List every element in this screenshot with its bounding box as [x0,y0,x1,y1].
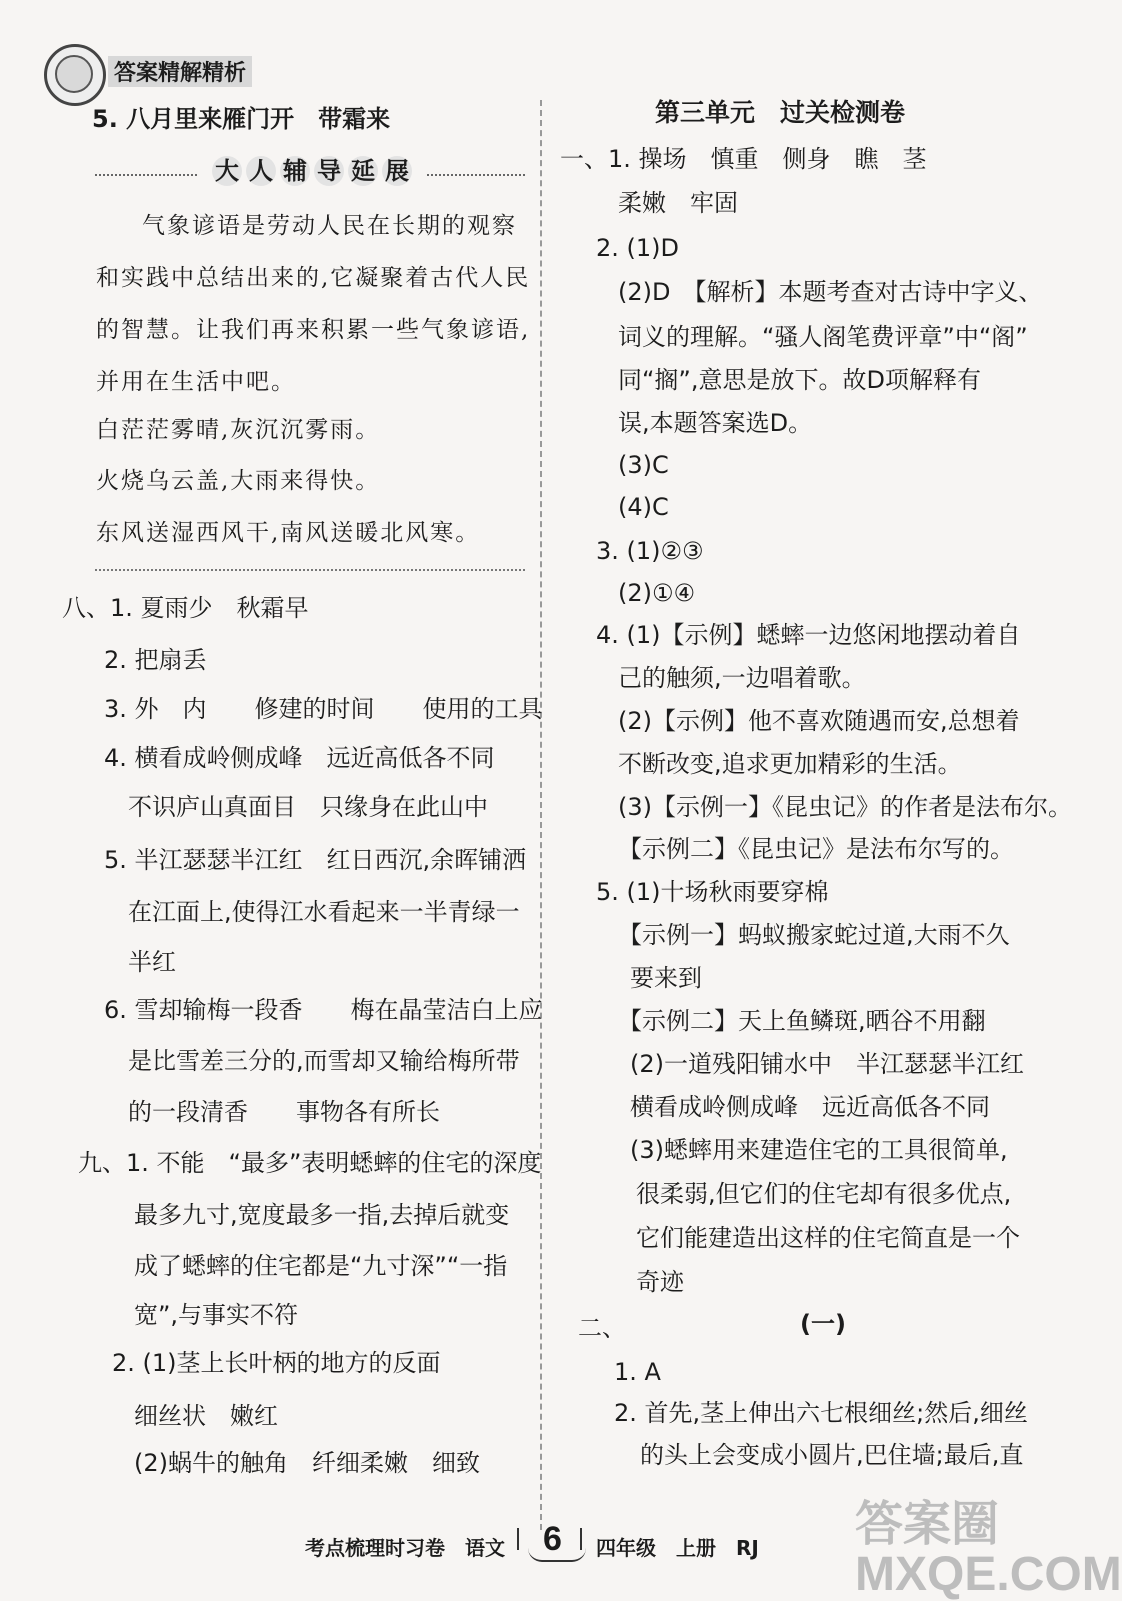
extension-line: 白茫茫雾晴,灰沉沉雾雨。 [96,417,381,443]
answer-line: 的一段清香 事物各有所长 [128,1098,440,1126]
answer-line: 八、1. 夏雨少 秋霜早 [62,594,309,622]
answer-line: 【示例一】蚂蚁搬家蛇过道,大雨不久 [618,921,1010,949]
answer-line: (3)【示例一】《昆虫记》的作者是法布尔。 [618,793,1072,821]
answer-line: 2. (1)茎上长叶柄的地方的反面 [112,1349,441,1377]
answer-line: (3)C [618,451,669,479]
answer-line: 九、1. 不能 “最多”表明蟋蟀的住宅的深度 [78,1149,542,1177]
answer-line: 己的触须,一边唱着歌。 [618,664,866,692]
page-number-brace [528,1548,586,1562]
watermark: 答案圈 MXQE.COM [855,1498,1122,1601]
answer-line: 奇迹 [636,1268,684,1296]
answer-line: 在江面上,使得江水看起来一半青绿一 [128,898,520,926]
banner-char: 导 [314,156,344,186]
header-title: 答案精解精析 [108,56,252,87]
extension-line: 的智慧。让我们再来积累一些气象谚语, [96,317,531,343]
answer-line: 宽”,与事实不符 [134,1301,299,1329]
answer-line: 不断改变,追求更加精彩的生活。 [618,750,962,778]
answer-line: 二、 [578,1314,626,1342]
answer-line: (2)一道残阳铺水中 半江瑟瑟半江红 [630,1050,1024,1078]
answer-line: 【示例二】《昆虫记》是法布尔写的。 [618,835,1014,863]
footer-right: 四年级 上册 RJ [596,1536,759,1560]
answer-line: 4. (1)【示例】蟋蟀一边悠闲地摆动着自 [596,621,1021,649]
banner-char: 辅 [280,156,310,186]
answer-line: 【示例二】天上鱼鳞斑,晒谷不用翻 [618,1007,986,1035]
unit-title: 第三单元 过关检测卷 [655,98,906,127]
answer-line: 词义的理解。“骚人阁笔费评章”中“阁” [618,323,1028,351]
answer-line: 要来到 [630,964,702,992]
answer-line: 柔嫩 牢固 [618,189,738,217]
section-label: (一) [800,1310,846,1338]
extension-line: 火烧乌云盖,大雨来得快。 [96,468,381,494]
answer-line: 它们能建造出这样的住宅简直是一个 [636,1224,1020,1252]
banner-char: 大 [212,156,242,186]
footer-divider [580,1528,582,1550]
answer-line: 最多九寸,宽度最多一指,去掉后就变 [134,1201,510,1229]
answer-line: (4)C [618,493,669,521]
answer-line: (3)蟋蟀用来建造住宅的工具很简单, [630,1136,1008,1164]
answer-line: 2. 首先,茎上伸出六七根细丝;然后,细丝 [614,1399,1028,1427]
footer-divider [517,1528,519,1550]
extension-line: 并用在生活中吧。 [96,369,296,395]
answer-line: (2)蜗牛的触角 纤细柔嫩 细致 [134,1449,480,1477]
answer-line: 半红 [128,948,176,976]
answer-line: 4. 横看成岭侧成峰 远近高低各不同 [104,744,495,772]
extension-line: 气象谚语是劳动人民在长期的观察 [142,213,517,239]
extension-line: 和实践中总结出来的,它凝聚着古代人民 [96,265,531,291]
answer-line: 1. A [614,1358,661,1386]
column-divider [540,100,542,1530]
answer-line: 误,本题答案选D。 [618,409,813,437]
banner-char: 延 [348,156,378,186]
answer-line: 3. (1)②③ [596,537,704,565]
answer-line: 2. 把扇丢 [104,646,207,674]
publisher-logo [44,44,106,106]
answer-line: 细丝状 嫩红 [134,1402,278,1430]
answer-line: 很柔弱,但它们的住宅却有很多优点, [636,1180,1012,1208]
answer-line: 2. (1)D [596,234,680,262]
banner-char: 展 [382,156,412,186]
answer-line: 一、1. 操场 慎重 侧身 瞧 茎 [560,145,927,173]
footer-left: 考点梳理时习卷 语文 [305,1536,505,1560]
answer-line: 3. 外 内 修建的时间 使用的工具 [104,695,543,723]
answer-line: 是比雪差三分的,而雪却又输给梅所带 [128,1047,520,1075]
separator [95,569,525,571]
extension-banner [95,156,525,192]
answer-line: (2)①④ [618,579,696,607]
left-q5: 5. 八月里来雁门开 带霜来 [92,105,391,133]
answer-line: 横看成岭侧成峰 远近高低各不同 [630,1093,990,1121]
answer-line: 不识庐山真面目 只缘身在此山中 [128,793,488,821]
page-number: 6 [543,1520,562,1558]
answer-line: (2)D 【解析】本题考查对古诗中字义、 [618,278,1043,306]
answer-line: (2)【示例】他不喜欢随遇而安,总想着 [618,707,1020,735]
banner-char: 人 [246,156,276,186]
answer-line: 成了蟋蟀的住宅都是“九寸深”“一指 [134,1252,508,1280]
answer-line: 5. (1)十场秋雨要穿棉 [596,878,829,906]
answer-line: 6. 雪却输梅一段香 梅在晶莹洁白上应 [104,996,543,1024]
answer-line: 5. 半江瑟瑟半江红 红日西沉,余晖铺洒 [104,846,527,874]
answer-line: 的头上会变成小圆片,巴住墙;最后,直 [640,1441,1024,1469]
extension-line: 东风送湿西风干,南风送暖北风寒。 [96,520,481,546]
answer-line: 同“搁”,意思是放下。故D项解释有 [618,366,981,394]
